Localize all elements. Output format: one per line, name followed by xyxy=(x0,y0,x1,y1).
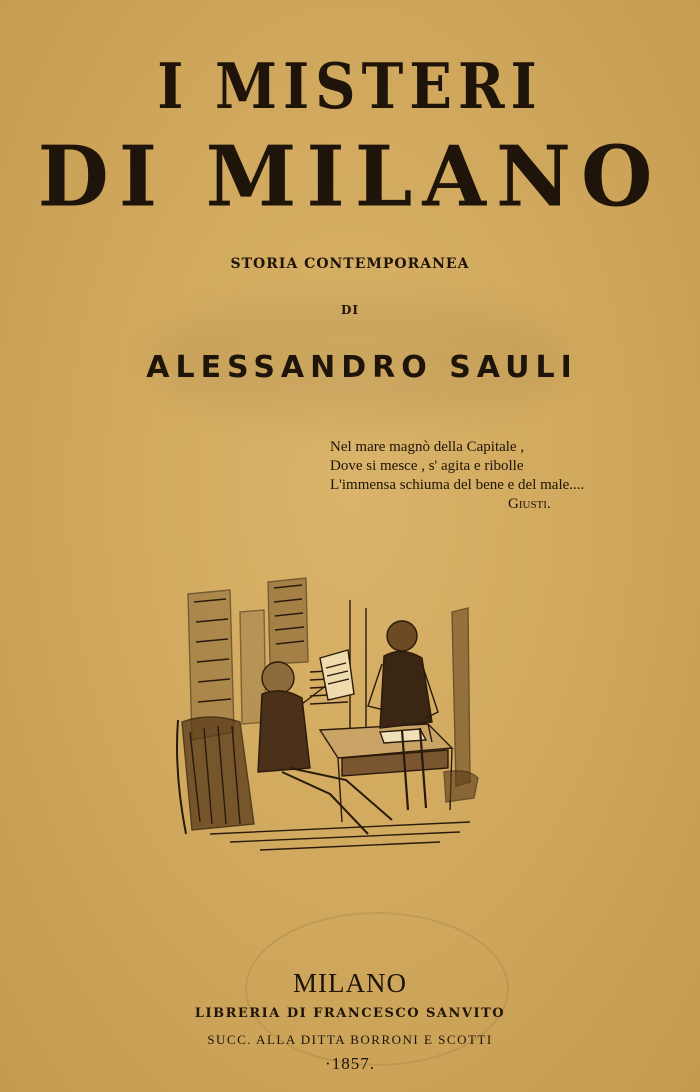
engraving-two-men-at-desk-icon xyxy=(170,572,490,862)
by-line: DI xyxy=(340,303,360,317)
imprint-city: MILANO xyxy=(293,968,407,998)
imprint-successor: SUCC. ALLA DITTA BORRONI E SCOTTI xyxy=(207,1032,493,1047)
title-line-2: DI MILANO xyxy=(37,128,663,226)
subtitle: STORIA CONTEMPORANEA xyxy=(230,256,470,272)
epigraph-line: Dove si mesce , s' agita e ribolle xyxy=(330,458,524,474)
title-line-1: I MISTERI xyxy=(157,50,543,124)
imprint-publisher: LIBRERIA DI FRANCESCO SANVITO xyxy=(194,1006,506,1021)
author-name: ALESSANDRO SAULI xyxy=(146,350,578,385)
epigraph xyxy=(330,438,660,514)
epigraph-line: Nel mare magnò della Capitale , xyxy=(330,439,525,455)
epigraph-line: L'immensa schiuma del bene e del male.... xyxy=(330,477,585,493)
imprint-year: ·1857. xyxy=(325,1054,375,1073)
epigraph-attribution: Giusti. xyxy=(508,496,551,512)
